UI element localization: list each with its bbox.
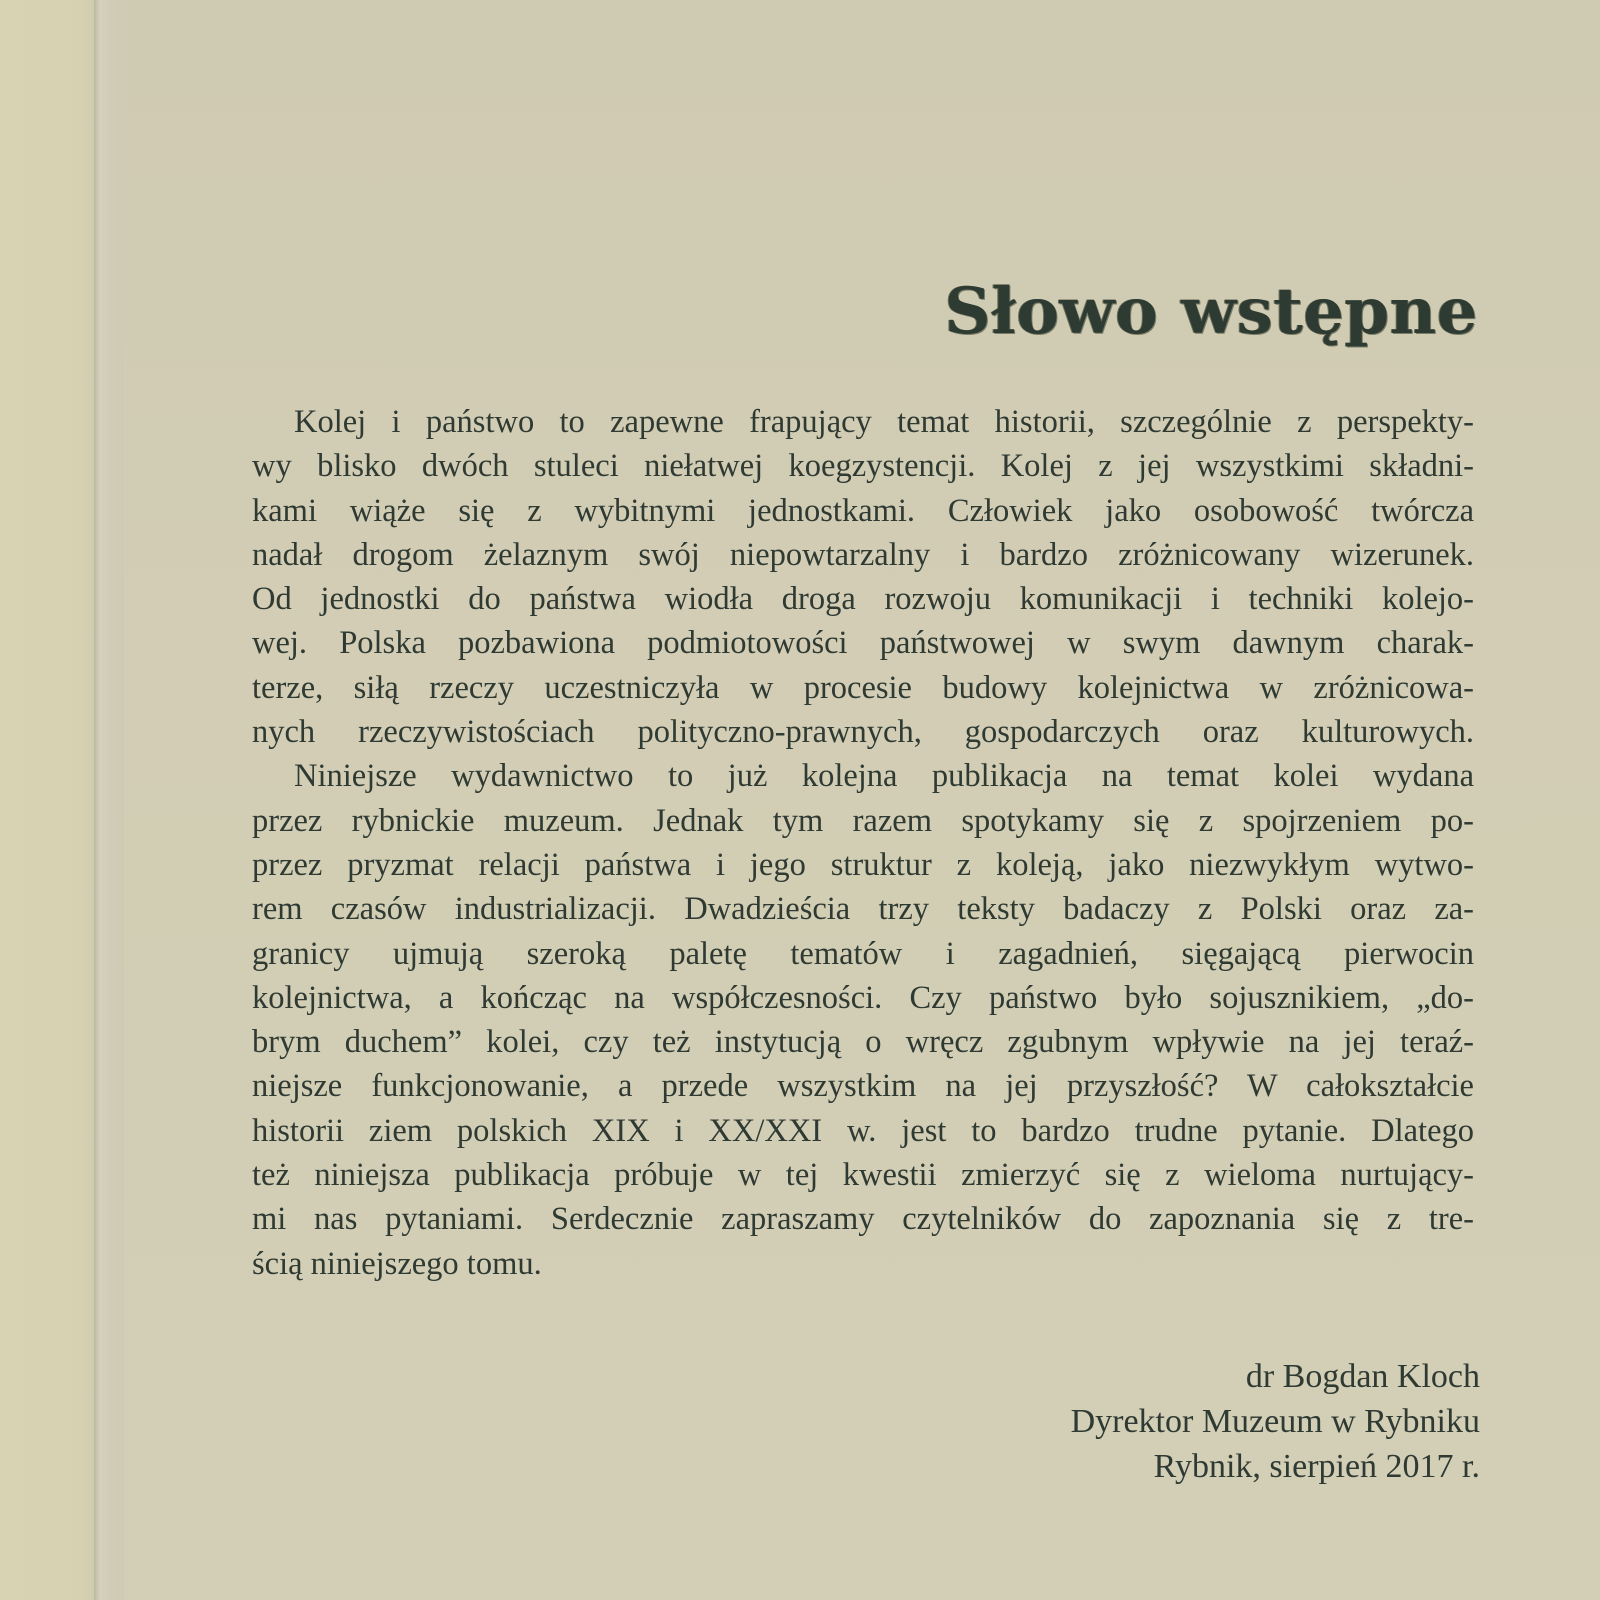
- signature-block: [1071, 1354, 1480, 1489]
- text-line: historii ziem polskich XIX i XX/XXI w. jest to bardzo trudne pytanie. Dlatego: [252, 1112, 1474, 1149]
- text-line: kami wiąże się z wybitnymi jednostkami. Człowiek jako osobowość twórcza: [252, 492, 1474, 529]
- text-line: rem czasów industrializacji. Dwadzieścia trzy teksty badaczy z Polski oraz za-: [252, 891, 1474, 928]
- text-line: kolejnictwa, a kończąc na współczesności. Czy państwo było sojusznikiem, „do-: [252, 979, 1474, 1016]
- text-line: Niniejsze wydawnictwo to już kolejna publikacja na temat kolei wydana: [294, 758, 1474, 795]
- text-line: przez rybnickie muzeum. Jednak tym razem spotykamy się z spojrzeniem po-: [252, 802, 1474, 839]
- text-line: przez pryzmat relacji państwa i jego struktur z koleją, jako niezwykłym wytwo-: [252, 846, 1474, 883]
- text-line: Od jednostki do państwa wiodła droga rozwoju komunikacji i techniki kolejo-: [252, 581, 1474, 618]
- text-line: wy blisko dwóch stuleci niełatwej koegzystencji. Kolej z jej wszystkimi składni-: [252, 448, 1474, 485]
- text-line: też niniejsza publikacja próbuje w tej kwestii zmierzyć się z wieloma nurtujący-: [252, 1157, 1474, 1194]
- signature-name: dr Bogdan Kloch: [1245, 1358, 1480, 1395]
- paragraph-1: [252, 400, 1474, 754]
- text-line: mi nas pytaniami. Serdecznie zapraszamy czytelników do zapoznania się z tre-: [252, 1201, 1474, 1238]
- text-line: Kolej i państwo to zapewne frapujący temat historii, szczególnie z perspekty-: [294, 404, 1474, 440]
- body-text: [252, 400, 1474, 1286]
- text-line: granicy ujmują szeroką paletę tematów i zagadnień, sięgającą pierwocin: [252, 935, 1474, 972]
- text-line: terze, siłą rzeczy uczestniczyła w procesie budowy kolejnictwa w zróżnicowa-: [252, 669, 1474, 706]
- paragraph-2: [252, 754, 1474, 1286]
- signature-position: Dyrektor Muzeum w Rybniku: [1070, 1403, 1480, 1440]
- text-line: brym duchem” kolei, czy też instytucją o wręcz zgubnym wpływie na jej teraź-: [252, 1024, 1474, 1061]
- page-title: Słowo wstępne: [944, 274, 1478, 349]
- left-page-edge: [0, 0, 96, 1600]
- text-line: nych rzeczywistościach polityczno-prawnych, gospodarczych oraz kulturowych.: [252, 714, 1474, 751]
- text-line: nadał drogom żelaznym swój niepowtarzalny i bardzo zróżnicowany wizerunek.: [252, 536, 1474, 573]
- text-line: wej. Polska pozbawiona podmiotowości państwowej w swym dawnym charak-: [252, 625, 1474, 662]
- signature-place-date: Rybnik, sierpień 2017 r.: [1153, 1448, 1480, 1485]
- text-line: niejsze funkcjonowanie, a przede wszystkim na jej przyszłość? W całokształcie: [252, 1068, 1474, 1105]
- text-line: ścią niniejszego tomu.: [252, 1245, 542, 1282]
